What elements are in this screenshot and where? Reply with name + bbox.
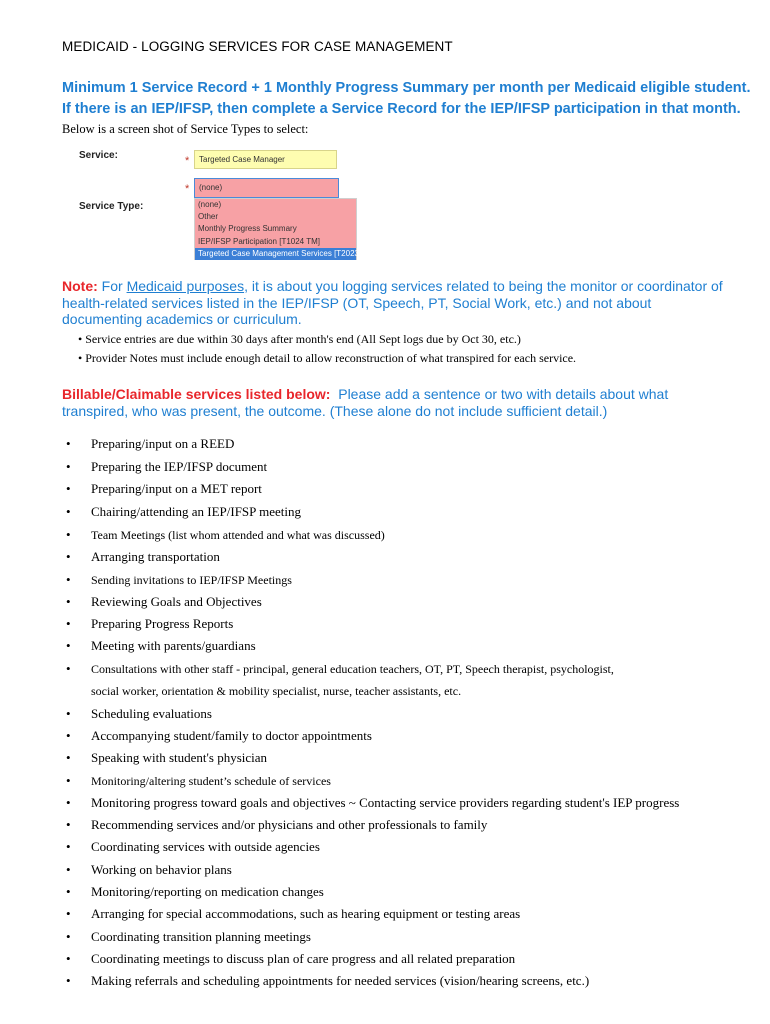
bullet-icon: • bbox=[66, 661, 71, 676]
dropdown-option[interactable]: (none) bbox=[198, 200, 222, 209]
service-type-label: Service Type: bbox=[79, 201, 144, 212]
note-label: Note: bbox=[62, 278, 98, 294]
list-item-text: Monitoring/altering student’s schedule of services bbox=[91, 774, 331, 788]
bullet-icon: • bbox=[66, 795, 71, 810]
bullet-icon: • bbox=[66, 728, 71, 743]
bullet-icon: • bbox=[66, 773, 71, 788]
dropdown-option[interactable]: Monthly Progress Summary bbox=[198, 224, 297, 234]
bullet-icon: • bbox=[66, 549, 71, 564]
list-item-text: Making referrals and scheduling appointments for needed services (vision/hearing screens, etc.) bbox=[91, 973, 590, 988]
bullet-icon: • bbox=[66, 951, 71, 966]
list-item-text: Scheduling evaluations bbox=[91, 706, 212, 721]
billable-text: Please add a sentence or two with details about what transpired, who was present, the outcome. (These alone do not include sufficient detail.) bbox=[62, 386, 669, 419]
required-mark: * bbox=[185, 155, 190, 167]
bullet-icon: • bbox=[66, 572, 71, 587]
list-item-text: Preparing/input on a MET report bbox=[91, 481, 262, 496]
billable-label: Billable/Claimable services listed below: bbox=[62, 386, 331, 402]
bullet-icon: • bbox=[66, 839, 71, 854]
bullet-icon: • bbox=[66, 750, 71, 765]
bullet-icon: • bbox=[66, 459, 71, 474]
list-item-text: Monitoring/reporting on medication changes bbox=[91, 884, 324, 899]
note-pre: For bbox=[101, 278, 123, 294]
note-bullet-text: Service entries are due within 30 days after month's end (All Sept logs due by Oct 30, etc.) bbox=[85, 332, 521, 346]
list-item-text: Monitoring progress toward goals and objectives ~ Contacting service providers regarding student's IEP progress bbox=[91, 795, 680, 810]
billable-paragraph bbox=[62, 386, 712, 419]
list-item-text: Accompanying student/family to doctor appointments bbox=[91, 728, 372, 743]
bullet-icon: • bbox=[66, 884, 71, 899]
intro-text: Below is a screen shot of Service Types to select: bbox=[62, 122, 309, 136]
list-item-text: Sending invitations to IEP/IFSP Meetings bbox=[91, 573, 292, 587]
bullet-icon: • bbox=[66, 929, 71, 944]
list-item-text: Coordinating transition planning meetings bbox=[91, 929, 311, 944]
list-item-text: Arranging for special accommodations, such as hearing equipment or testing areas bbox=[91, 906, 521, 921]
list-item-text: Arranging transportation bbox=[91, 549, 220, 564]
headline-line-1: Minimum 1 Service Record + 1 Monthly Progress Summary per month per Medicaid eligible student. bbox=[62, 80, 751, 96]
headline-line-2: If there is an IEP/IFSP, then complete a Service Record for the IEP/IFSP participation in that month. bbox=[62, 101, 741, 117]
list-item-text: Meeting with parents/guardians bbox=[91, 638, 256, 653]
dropdown-option-selected[interactable]: Targeted Case Management Services [T2023] bbox=[195, 248, 356, 260]
bullet-icon: • bbox=[66, 436, 71, 451]
bullet-icon: • bbox=[66, 527, 71, 542]
bullet-icon: • bbox=[66, 616, 71, 631]
note-bullet bbox=[78, 351, 576, 366]
list-item-text: Coordinating meetings to discuss plan of care progress and all related preparation bbox=[91, 951, 516, 966]
note-bullet bbox=[78, 332, 521, 347]
dropdown-option[interactable]: IEP/IFSP Participation [T1024 TM] bbox=[198, 236, 320, 246]
list-item-text: Chairing/attending an IEP/IFSP meeting bbox=[91, 504, 302, 519]
bullet-icon: • bbox=[78, 351, 83, 365]
list-item-text: Preparing the IEP/IFSP document bbox=[91, 459, 268, 474]
list-item-text: Preparing Progress Reports bbox=[91, 616, 234, 631]
bullet-icon: • bbox=[66, 862, 71, 877]
required-mark: * bbox=[185, 183, 190, 195]
note-text: , it is about you logging services related to being the monitor or coordinator of health-related services listed in the IEP/IFSP (OT, Speech, PT, Social Work, etc.) and not about documenting academics or curriculum. bbox=[62, 278, 723, 327]
list-item-text: social worker, orientation & mobility specialist, nurse, teacher assistants, etc. bbox=[91, 684, 462, 698]
bullet-icon: • bbox=[66, 906, 71, 921]
list-item-text: Reviewing Goals and Objectives bbox=[91, 594, 262, 609]
medicaid-purposes-link[interactable]: Medicaid purposes bbox=[126, 278, 245, 294]
list-item-text: Speaking with student's physician bbox=[91, 750, 268, 765]
bullet-icon: • bbox=[78, 332, 83, 346]
list-item-text: Coordinating services with outside agencies bbox=[91, 839, 320, 854]
list-item-text: Working on behavior plans bbox=[91, 862, 232, 877]
bullet-icon: • bbox=[66, 817, 71, 832]
bullet-icon: • bbox=[66, 638, 71, 653]
service-type-dropdown[interactable] bbox=[194, 198, 362, 260]
service-label: Service: bbox=[79, 150, 118, 161]
note-paragraph bbox=[62, 278, 732, 328]
service-field[interactable]: Targeted Case Manager bbox=[194, 150, 337, 169]
bullet-icon: • bbox=[66, 594, 71, 609]
bullet-icon: • bbox=[66, 706, 71, 721]
list-item-text: Team Meetings (list whom attended and what was discussed) bbox=[91, 528, 385, 542]
list-item-text: Consultations with other staff - principal, general education teachers, OT, PT, Speech therapist, psychologist, bbox=[91, 662, 614, 676]
bullet-icon: • bbox=[66, 973, 71, 988]
list-item-text: Preparing/input on a REED bbox=[91, 436, 235, 451]
dropdown-option[interactable]: Other bbox=[198, 212, 219, 222]
note-bullet-text: Provider Notes must include enough detail to allow reconstruction of what transpired for each service. bbox=[85, 351, 577, 365]
service-type-select[interactable]: (none) bbox=[194, 178, 339, 198]
bullet-icon: • bbox=[66, 504, 71, 519]
list-item-text: Recommending services and/or physicians and other professionals to family bbox=[91, 817, 488, 832]
bullet-icon: • bbox=[66, 481, 71, 496]
page-title: MEDICAID - LOGGING SERVICES FOR CASE MANAGEMENT bbox=[62, 39, 453, 54]
